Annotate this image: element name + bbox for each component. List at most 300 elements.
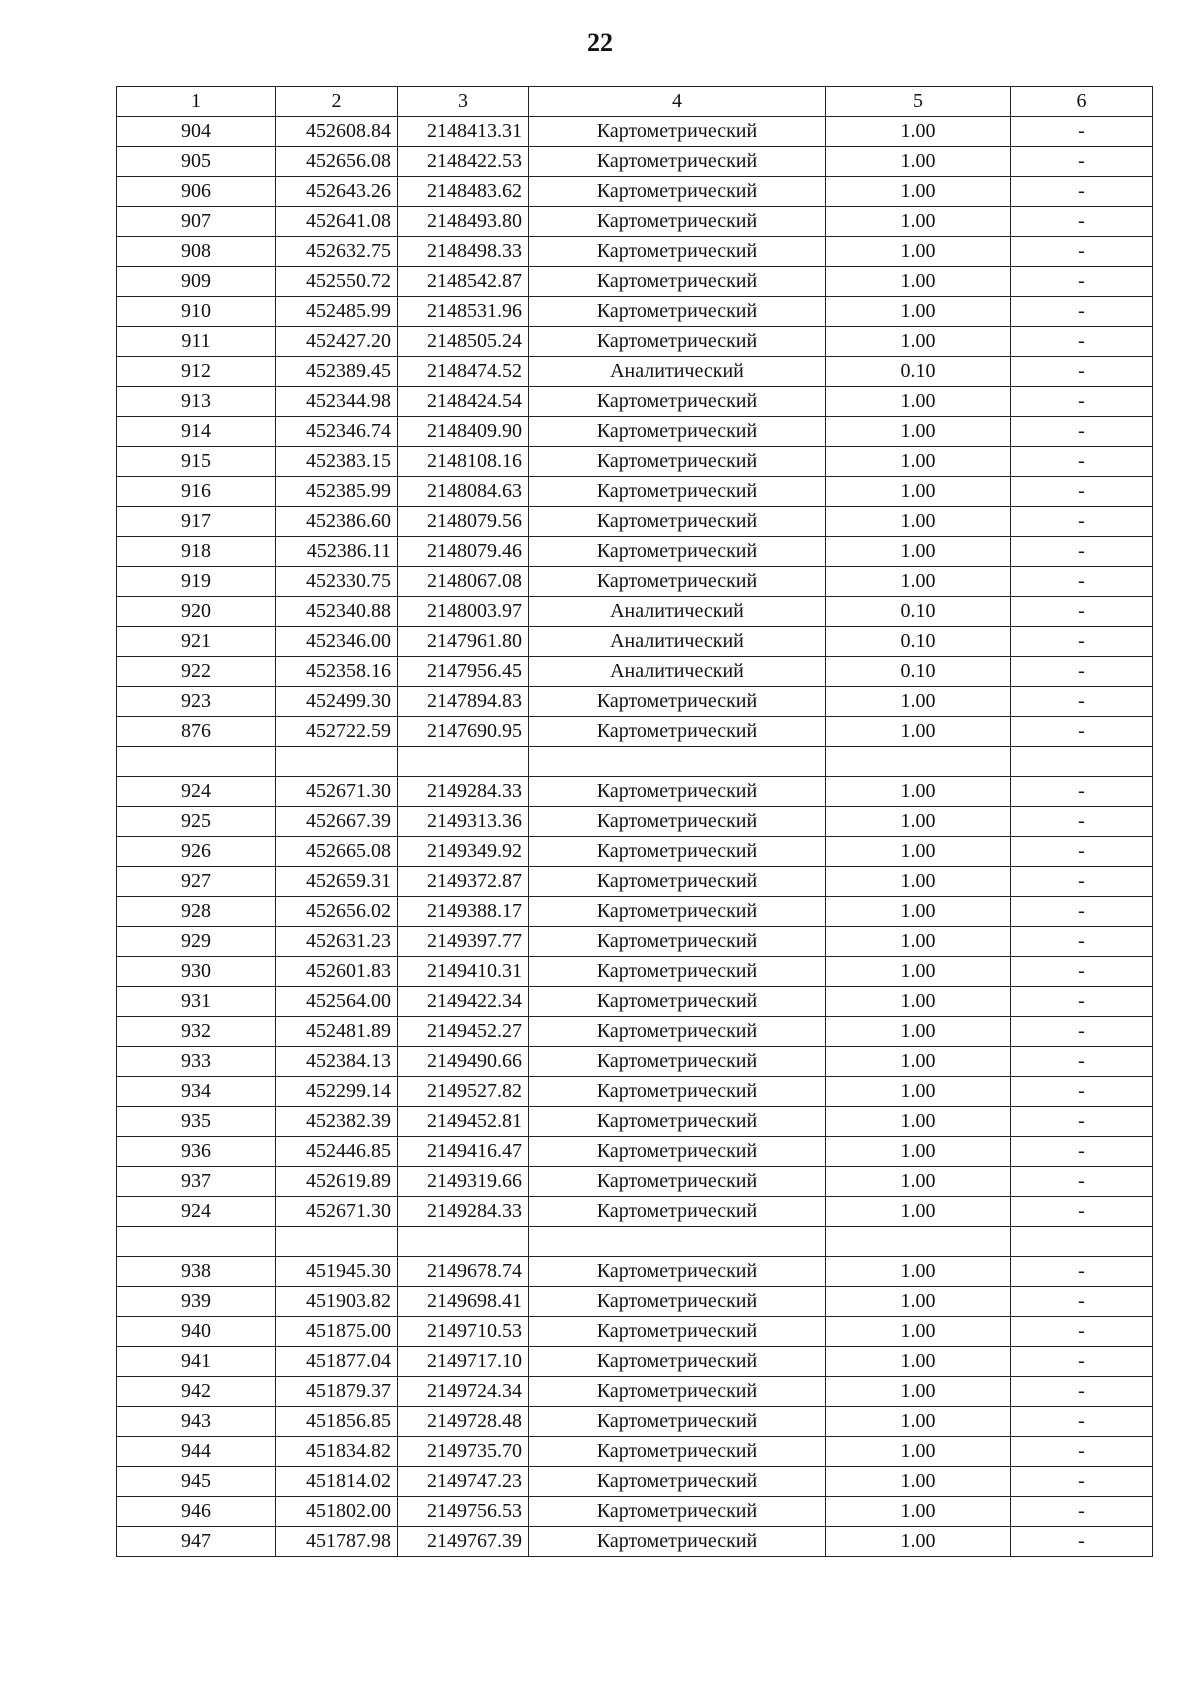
point-number-cell: 939	[117, 1287, 276, 1317]
y-coordinate-cell: 2148498.33	[398, 237, 529, 267]
accuracy-cell: 1.00	[826, 837, 1011, 867]
note-cell: -	[1011, 927, 1153, 957]
table-row	[117, 777, 1153, 807]
note-cell: -	[1011, 1107, 1153, 1137]
y-coordinate-cell: 2149747.23	[398, 1467, 529, 1497]
page-number: 22	[587, 28, 613, 57]
table-row	[117, 267, 1153, 297]
x-coordinate-cell: 452641.08	[276, 207, 398, 237]
accuracy-cell: 1.00	[826, 1437, 1011, 1467]
note-cell: -	[1011, 297, 1153, 327]
table-row	[117, 747, 1153, 777]
point-number-cell: 926	[117, 837, 276, 867]
table-row	[117, 1437, 1153, 1467]
method-cell: Картометрический	[529, 507, 826, 537]
header-cell: 6	[1011, 87, 1153, 117]
point-number-cell: 909	[117, 267, 276, 297]
accuracy-cell	[826, 1227, 1011, 1257]
x-coordinate-cell: 452346.74	[276, 417, 398, 447]
note-cell: -	[1011, 1527, 1153, 1557]
point-number-cell: 944	[117, 1437, 276, 1467]
point-number-cell: 917	[117, 507, 276, 537]
note-cell: -	[1011, 357, 1153, 387]
accuracy-cell: 1.00	[826, 537, 1011, 567]
table-row	[117, 477, 1153, 507]
x-coordinate-cell: 452340.88	[276, 597, 398, 627]
table-row	[117, 1047, 1153, 1077]
y-coordinate-cell: 2149422.34	[398, 987, 529, 1017]
x-coordinate-cell: 452499.30	[276, 687, 398, 717]
note-cell: -	[1011, 117, 1153, 147]
x-coordinate-cell: 452671.30	[276, 1197, 398, 1227]
note-cell: -	[1011, 1437, 1153, 1467]
point-number-cell: 938	[117, 1257, 276, 1287]
point-number-cell: 908	[117, 237, 276, 267]
accuracy-cell: 1.00	[826, 1497, 1011, 1527]
table-row	[117, 1017, 1153, 1047]
x-coordinate-cell: 452427.20	[276, 327, 398, 357]
table-row	[117, 1407, 1153, 1437]
accuracy-cell: 1.00	[826, 177, 1011, 207]
x-coordinate-cell: 452330.75	[276, 567, 398, 597]
x-coordinate-cell: 452344.98	[276, 387, 398, 417]
accuracy-cell: 1.00	[826, 507, 1011, 537]
point-number-cell: 943	[117, 1407, 276, 1437]
y-coordinate-cell: 2149397.77	[398, 927, 529, 957]
table-row	[117, 207, 1153, 237]
accuracy-cell: 1.00	[826, 1167, 1011, 1197]
accuracy-cell	[826, 747, 1011, 777]
point-number-cell: 905	[117, 147, 276, 177]
x-coordinate-cell: 452667.39	[276, 807, 398, 837]
point-number-cell: 947	[117, 1527, 276, 1557]
y-coordinate-cell: 2148067.08	[398, 567, 529, 597]
y-coordinate-cell: 2148003.97	[398, 597, 529, 627]
y-coordinate-cell: 2149416.47	[398, 1137, 529, 1167]
point-number-cell: 915	[117, 447, 276, 477]
y-coordinate-cell: 2147894.83	[398, 687, 529, 717]
method-cell: Картометрический	[529, 1347, 826, 1377]
accuracy-cell: 1.00	[826, 1077, 1011, 1107]
method-cell: Картометрический	[529, 117, 826, 147]
table-row	[117, 897, 1153, 927]
method-cell: Картометрический	[529, 1287, 826, 1317]
table-row	[117, 837, 1153, 867]
y-coordinate-cell: 2149410.31	[398, 957, 529, 987]
y-coordinate-cell: 2148422.53	[398, 147, 529, 177]
method-cell: Картометрический	[529, 957, 826, 987]
method-cell: Картометрический	[529, 327, 826, 357]
note-cell: -	[1011, 417, 1153, 447]
table-row	[117, 1377, 1153, 1407]
note-cell: -	[1011, 807, 1153, 837]
note-cell: -	[1011, 387, 1153, 417]
note-cell: -	[1011, 507, 1153, 537]
note-cell: -	[1011, 207, 1153, 237]
method-cell: Картометрический	[529, 1197, 826, 1227]
y-coordinate-cell: 2149349.92	[398, 837, 529, 867]
point-number-cell: 942	[117, 1377, 276, 1407]
method-cell: Аналитический	[529, 597, 826, 627]
table-row	[117, 327, 1153, 357]
x-coordinate-cell: 451814.02	[276, 1467, 398, 1497]
note-cell: -	[1011, 687, 1153, 717]
accuracy-cell: 1.00	[826, 117, 1011, 147]
x-coordinate-cell: 452383.15	[276, 447, 398, 477]
x-coordinate-cell: 452346.00	[276, 627, 398, 657]
accuracy-cell: 1.00	[826, 1137, 1011, 1167]
point-number-cell: 918	[117, 537, 276, 567]
table-row	[117, 657, 1153, 687]
table-row	[117, 627, 1153, 657]
accuracy-cell: 1.00	[826, 1407, 1011, 1437]
y-coordinate-cell: 2148079.46	[398, 537, 529, 567]
point-number-cell: 927	[117, 867, 276, 897]
note-cell: -	[1011, 1257, 1153, 1287]
method-cell: Картометрический	[529, 1257, 826, 1287]
table-row	[117, 927, 1153, 957]
note-cell: -	[1011, 1287, 1153, 1317]
y-coordinate-cell: 2149452.27	[398, 1017, 529, 1047]
y-coordinate-cell: 2149527.82	[398, 1077, 529, 1107]
x-coordinate-cell: 452656.02	[276, 897, 398, 927]
method-cell: Картометрический	[529, 1167, 826, 1197]
y-coordinate-cell: 2148542.87	[398, 267, 529, 297]
x-coordinate-cell: 452389.45	[276, 357, 398, 387]
table-row	[117, 1527, 1153, 1557]
table-row	[117, 987, 1153, 1017]
accuracy-cell: 0.10	[826, 657, 1011, 687]
table-row	[117, 1107, 1153, 1137]
table-row	[117, 567, 1153, 597]
accuracy-cell: 1.00	[826, 327, 1011, 357]
point-number-cell: 921	[117, 627, 276, 657]
point-number-cell: 940	[117, 1317, 276, 1347]
note-cell: -	[1011, 1497, 1153, 1527]
note-cell: -	[1011, 1017, 1153, 1047]
accuracy-cell: 1.00	[826, 927, 1011, 957]
accuracy-cell: 1.00	[826, 957, 1011, 987]
x-coordinate-cell: 452382.39	[276, 1107, 398, 1137]
point-number-cell: 931	[117, 987, 276, 1017]
accuracy-cell: 1.00	[826, 1017, 1011, 1047]
method-cell: Картометрический	[529, 777, 826, 807]
table-header-row	[117, 87, 1153, 117]
accuracy-cell: 1.00	[826, 207, 1011, 237]
note-cell: -	[1011, 177, 1153, 207]
table-row	[117, 117, 1153, 147]
point-number-cell: 929	[117, 927, 276, 957]
note-cell: -	[1011, 897, 1153, 927]
x-coordinate-cell: 451802.00	[276, 1497, 398, 1527]
x-coordinate-cell: 451945.30	[276, 1257, 398, 1287]
table-row	[117, 597, 1153, 627]
table-row	[117, 1197, 1153, 1227]
point-number-cell: 922	[117, 657, 276, 687]
table-row	[117, 1167, 1153, 1197]
accuracy-cell: 1.00	[826, 867, 1011, 897]
y-coordinate-cell: 2149452.81	[398, 1107, 529, 1137]
accuracy-cell: 1.00	[826, 777, 1011, 807]
table-row	[117, 1227, 1153, 1257]
accuracy-cell: 1.00	[826, 1287, 1011, 1317]
accuracy-cell: 1.00	[826, 1467, 1011, 1497]
point-number-cell: 919	[117, 567, 276, 597]
y-coordinate-cell: 2149372.87	[398, 867, 529, 897]
note-cell: -	[1011, 147, 1153, 177]
point-number-cell: 923	[117, 687, 276, 717]
point-number-cell: 935	[117, 1107, 276, 1137]
y-coordinate-cell: 2149710.53	[398, 1317, 529, 1347]
note-cell: -	[1011, 1167, 1153, 1197]
accuracy-cell: 1.00	[826, 297, 1011, 327]
y-coordinate-cell: 2147961.80	[398, 627, 529, 657]
point-number-cell: 920	[117, 597, 276, 627]
method-cell: Картометрический	[529, 1077, 826, 1107]
method-cell	[529, 747, 826, 777]
y-coordinate-cell: 2147690.95	[398, 717, 529, 747]
table-row	[117, 537, 1153, 567]
table-row	[117, 867, 1153, 897]
method-cell: Картометрический	[529, 1017, 826, 1047]
point-number-cell	[117, 747, 276, 777]
note-cell: -	[1011, 447, 1153, 477]
table-row	[117, 417, 1153, 447]
point-number-cell: 912	[117, 357, 276, 387]
y-coordinate-cell: 2148493.80	[398, 207, 529, 237]
method-cell: Картометрический	[529, 297, 826, 327]
y-coordinate-cell: 2149717.10	[398, 1347, 529, 1377]
x-coordinate-cell: 452665.08	[276, 837, 398, 867]
method-cell: Картометрический	[529, 1107, 826, 1137]
accuracy-cell: 1.00	[826, 267, 1011, 297]
note-cell: -	[1011, 1467, 1153, 1497]
accuracy-cell: 1.00	[826, 1107, 1011, 1137]
header-cell: 1	[117, 87, 276, 117]
point-number-cell	[117, 1227, 276, 1257]
method-cell: Картометрический	[529, 867, 826, 897]
x-coordinate-cell: 452358.16	[276, 657, 398, 687]
method-cell: Картометрический	[529, 417, 826, 447]
y-coordinate-cell: 2148108.16	[398, 447, 529, 477]
table-row	[117, 1287, 1153, 1317]
accuracy-cell: 1.00	[826, 387, 1011, 417]
note-cell: -	[1011, 327, 1153, 357]
x-coordinate-cell: 452601.83	[276, 957, 398, 987]
point-number-cell: 914	[117, 417, 276, 447]
accuracy-cell: 1.00	[826, 1317, 1011, 1347]
accuracy-cell: 1.00	[826, 687, 1011, 717]
x-coordinate-cell: 452299.14	[276, 1077, 398, 1107]
table-row	[117, 387, 1153, 417]
accuracy-cell: 0.10	[826, 357, 1011, 387]
method-cell: Картометрический	[529, 927, 826, 957]
point-number-cell: 910	[117, 297, 276, 327]
x-coordinate-cell: 452386.11	[276, 537, 398, 567]
point-number-cell: 904	[117, 117, 276, 147]
header-cell: 3	[398, 87, 529, 117]
table-body	[117, 117, 1153, 1557]
note-cell: -	[1011, 1137, 1153, 1167]
y-coordinate-cell	[398, 1227, 529, 1257]
accuracy-cell: 1.00	[826, 717, 1011, 747]
x-coordinate-cell: 452564.00	[276, 987, 398, 1017]
point-number-cell: 907	[117, 207, 276, 237]
y-coordinate-cell: 2149724.34	[398, 1377, 529, 1407]
accuracy-cell: 1.00	[826, 1197, 1011, 1227]
x-coordinate-cell: 452722.59	[276, 717, 398, 747]
table-row	[117, 1317, 1153, 1347]
note-cell: -	[1011, 1347, 1153, 1377]
method-cell: Картометрический	[529, 147, 826, 177]
x-coordinate-cell: 452619.89	[276, 1167, 398, 1197]
method-cell: Картометрический	[529, 1437, 826, 1467]
method-cell: Картометрический	[529, 477, 826, 507]
y-coordinate-cell: 2147956.45	[398, 657, 529, 687]
accuracy-cell: 1.00	[826, 1347, 1011, 1377]
point-number-cell: 924	[117, 1197, 276, 1227]
y-coordinate-cell: 2148424.54	[398, 387, 529, 417]
y-coordinate-cell: 2149678.74	[398, 1257, 529, 1287]
table-row	[117, 807, 1153, 837]
note-cell	[1011, 747, 1153, 777]
y-coordinate-cell	[398, 747, 529, 777]
table-row	[117, 1077, 1153, 1107]
method-cell: Картометрический	[529, 387, 826, 417]
point-number-cell: 876	[117, 717, 276, 747]
x-coordinate-cell	[276, 747, 398, 777]
note-cell: -	[1011, 867, 1153, 897]
accuracy-cell: 1.00	[826, 897, 1011, 927]
accuracy-cell: 1.00	[826, 1257, 1011, 1287]
method-cell: Картометрический	[529, 1407, 826, 1437]
method-cell: Картометрический	[529, 717, 826, 747]
note-cell: -	[1011, 537, 1153, 567]
note-cell: -	[1011, 777, 1153, 807]
table-row	[117, 687, 1153, 717]
x-coordinate-cell: 451875.00	[276, 1317, 398, 1347]
x-coordinate-cell: 452643.26	[276, 177, 398, 207]
method-cell: Картометрический	[529, 1527, 826, 1557]
method-cell: Аналитический	[529, 657, 826, 687]
method-cell: Картометрический	[529, 987, 826, 1017]
note-cell: -	[1011, 627, 1153, 657]
point-number-cell: 932	[117, 1017, 276, 1047]
method-cell: Картометрический	[529, 567, 826, 597]
accuracy-cell: 1.00	[826, 447, 1011, 477]
note-cell: -	[1011, 597, 1153, 627]
point-number-cell: 928	[117, 897, 276, 927]
table-row	[117, 297, 1153, 327]
x-coordinate-cell: 452550.72	[276, 267, 398, 297]
point-number-cell: 941	[117, 1347, 276, 1377]
method-cell: Картометрический	[529, 447, 826, 477]
point-number-cell: 937	[117, 1167, 276, 1197]
note-cell: -	[1011, 987, 1153, 1017]
header-cell: 5	[826, 87, 1011, 117]
coordinates-table	[116, 86, 1153, 1557]
y-coordinate-cell: 2148079.56	[398, 507, 529, 537]
y-coordinate-cell: 2149388.17	[398, 897, 529, 927]
x-coordinate-cell: 451877.04	[276, 1347, 398, 1377]
note-cell: -	[1011, 837, 1153, 867]
note-cell: -	[1011, 477, 1153, 507]
method-cell: Картометрический	[529, 267, 826, 297]
x-coordinate-cell: 452631.23	[276, 927, 398, 957]
y-coordinate-cell: 2149756.53	[398, 1497, 529, 1527]
table-row	[117, 147, 1153, 177]
accuracy-cell: 1.00	[826, 1047, 1011, 1077]
y-coordinate-cell: 2148505.24	[398, 327, 529, 357]
y-coordinate-cell: 2148483.62	[398, 177, 529, 207]
table-row	[117, 1497, 1153, 1527]
point-number-cell: 906	[117, 177, 276, 207]
accuracy-cell: 1.00	[826, 567, 1011, 597]
y-coordinate-cell: 2149728.48	[398, 1407, 529, 1437]
x-coordinate-cell: 452386.60	[276, 507, 398, 537]
table-row	[117, 1467, 1153, 1497]
note-cell: -	[1011, 1077, 1153, 1107]
accuracy-cell: 0.10	[826, 597, 1011, 627]
note-cell: -	[1011, 237, 1153, 267]
method-cell: Картометрический	[529, 1317, 826, 1347]
x-coordinate-cell: 451879.37	[276, 1377, 398, 1407]
x-coordinate-cell: 452446.85	[276, 1137, 398, 1167]
x-coordinate-cell: 452671.30	[276, 777, 398, 807]
point-number-cell: 946	[117, 1497, 276, 1527]
y-coordinate-cell: 2149767.39	[398, 1527, 529, 1557]
table-row	[117, 717, 1153, 747]
x-coordinate-cell: 452385.99	[276, 477, 398, 507]
method-cell: Картометрический	[529, 1467, 826, 1497]
method-cell: Картометрический	[529, 687, 826, 717]
point-number-cell: 925	[117, 807, 276, 837]
method-cell: Картометрический	[529, 1497, 826, 1527]
y-coordinate-cell: 2149284.33	[398, 777, 529, 807]
y-coordinate-cell: 2149735.70	[398, 1437, 529, 1467]
x-coordinate-cell: 452481.89	[276, 1017, 398, 1047]
header-cell: 2	[276, 87, 398, 117]
accuracy-cell: 1.00	[826, 477, 1011, 507]
y-coordinate-cell: 2148409.90	[398, 417, 529, 447]
accuracy-cell: 1.00	[826, 1527, 1011, 1557]
accuracy-cell: 1.00	[826, 987, 1011, 1017]
method-cell: Картометрический	[529, 897, 826, 927]
point-number-cell: 913	[117, 387, 276, 417]
y-coordinate-cell: 2149284.33	[398, 1197, 529, 1227]
x-coordinate-cell: 452384.13	[276, 1047, 398, 1077]
x-coordinate-cell: 451787.98	[276, 1527, 398, 1557]
method-cell: Картометрический	[529, 807, 826, 837]
x-coordinate-cell: 451856.85	[276, 1407, 398, 1437]
point-number-cell: 934	[117, 1077, 276, 1107]
note-cell: -	[1011, 1407, 1153, 1437]
table-row	[117, 357, 1153, 387]
accuracy-cell: 1.00	[826, 807, 1011, 837]
method-cell: Картометрический	[529, 1137, 826, 1167]
accuracy-cell: 1.00	[826, 237, 1011, 267]
table-row	[117, 1347, 1153, 1377]
accuracy-cell: 1.00	[826, 417, 1011, 447]
method-cell: Картометрический	[529, 207, 826, 237]
x-coordinate-cell: 451903.82	[276, 1287, 398, 1317]
x-coordinate-cell: 452608.84	[276, 117, 398, 147]
note-cell: -	[1011, 957, 1153, 987]
method-cell	[529, 1227, 826, 1257]
method-cell: Картометрический	[529, 177, 826, 207]
method-cell: Аналитический	[529, 357, 826, 387]
note-cell: -	[1011, 717, 1153, 747]
